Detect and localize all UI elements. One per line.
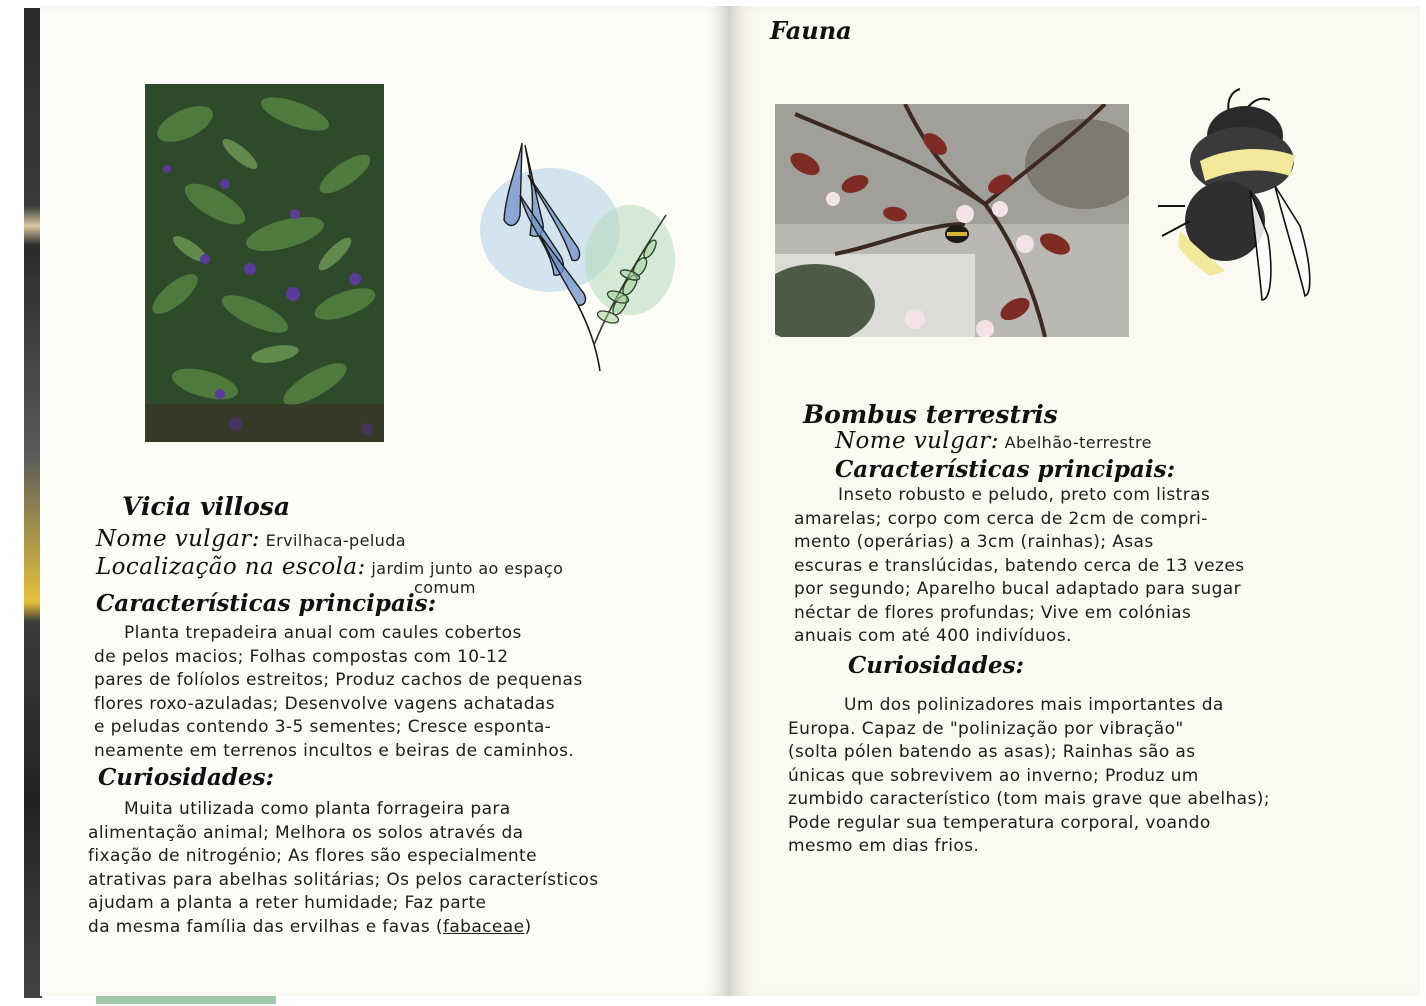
last-line-suffix: ) (524, 916, 532, 937)
curiosities-heading: Curiosidades: (848, 652, 1025, 679)
text-line: Um dos polinizadores mais importantes da (844, 695, 1224, 715)
species-name: Bombus terrestris (803, 400, 1058, 429)
location-value-continued: comum (414, 578, 476, 597)
location-value: jardim junto ao espaço (371, 559, 564, 578)
text-line: e peludas contendo 3-5 sementes; Cresce esponta- (94, 717, 552, 737)
text-line: alimentação animal; Melhora os solos através da (88, 822, 524, 843)
section-title: Fauna (770, 16, 852, 45)
common-name-value: Ervilhaca-peluda (265, 531, 406, 550)
features-heading: Características principais: (96, 590, 437, 617)
text-line: de pelos macios; Folhas compostas com 10-12 (94, 646, 509, 667)
text-line: neamente em terrenos incultos e beiras de caminhos. (94, 740, 575, 761)
bee-drawing (1150, 86, 1315, 306)
text-line: mento (operárias) a 3cm (rainhas); Asas (794, 532, 1154, 552)
text-line: zumbido característico (tom mais grave que abelhas); (788, 789, 1270, 809)
features-paragraph (794, 484, 1394, 649)
text-line: néctar de flores profundas; Vive em colónias (794, 602, 1192, 623)
curiosities-paragraph (88, 798, 708, 939)
text-line: únicas que sobrevivem ao inverno; Produz um (788, 765, 1199, 786)
text-line (88, 916, 708, 940)
text-line: ajudam a planta a reter humidade; Faz parte (88, 893, 487, 913)
text-line: flores roxo-azuladas; Desenvolve vagens achatadas (94, 693, 555, 714)
vetch-drawing (470, 135, 685, 375)
text-line: mesmo em dias frios. (788, 836, 980, 856)
page-bottom-edge (96, 996, 276, 1004)
features-heading: Características principais: (835, 456, 1176, 483)
bee-in-photo (945, 225, 969, 243)
common-name-row (96, 528, 406, 554)
text-line: anuais com até 400 indivíduos. (794, 626, 1072, 646)
location-row (96, 556, 563, 582)
text-line: Planta trepadeira anual com caules cobertos (124, 623, 522, 643)
text-line: Muita utilizada como planta forrageira para (124, 799, 511, 819)
text-line: amarelas; corpo com cerca de 2cm de compri- (794, 508, 1208, 529)
common-name-label: Nome vulgar: (835, 428, 999, 454)
family-name: fabaceae (442, 916, 525, 937)
bee-photo (775, 104, 1129, 337)
text-line: Inseto robusto e peludo, preto com listras (838, 485, 1211, 505)
common-name-label: Nome vulgar: (96, 526, 260, 552)
text-line: Europa. Capaz de "polinização por vibração" (788, 718, 1184, 739)
text-line: por segundo; Aparelho bucal adaptado para sugar (794, 579, 1241, 599)
curiosities-paragraph (788, 694, 1398, 859)
common-name-value: Abelhão-terrestre (1004, 433, 1152, 452)
vetch-photo (145, 84, 384, 442)
features-paragraph (94, 622, 694, 763)
text-line: Pode regular sua temperatura corporal, voando (788, 812, 1211, 833)
text-line: fixação de nitrogénio; As flores são especialmente (88, 846, 537, 866)
text-line: pares de folíolos estreitos; Produz cachos de pequenas (94, 670, 583, 690)
common-name-row (835, 430, 1152, 456)
curiosities-heading: Curiosidades: (98, 764, 275, 791)
species-name: Vicia villosa (122, 492, 291, 521)
last-line-prefix: da mesma família das ervilhas e favas ( (88, 916, 443, 937)
text-line: (solta pólen batendo as asas); Rainhas são as (788, 742, 1196, 762)
location-label: Localização na escola: (96, 554, 366, 580)
text-line: escuras e translúcidas, batendo cerca de 13 vezes (794, 555, 1245, 576)
text-line: atrativas para abelhas solitárias; Os pelos característicos (88, 869, 599, 890)
